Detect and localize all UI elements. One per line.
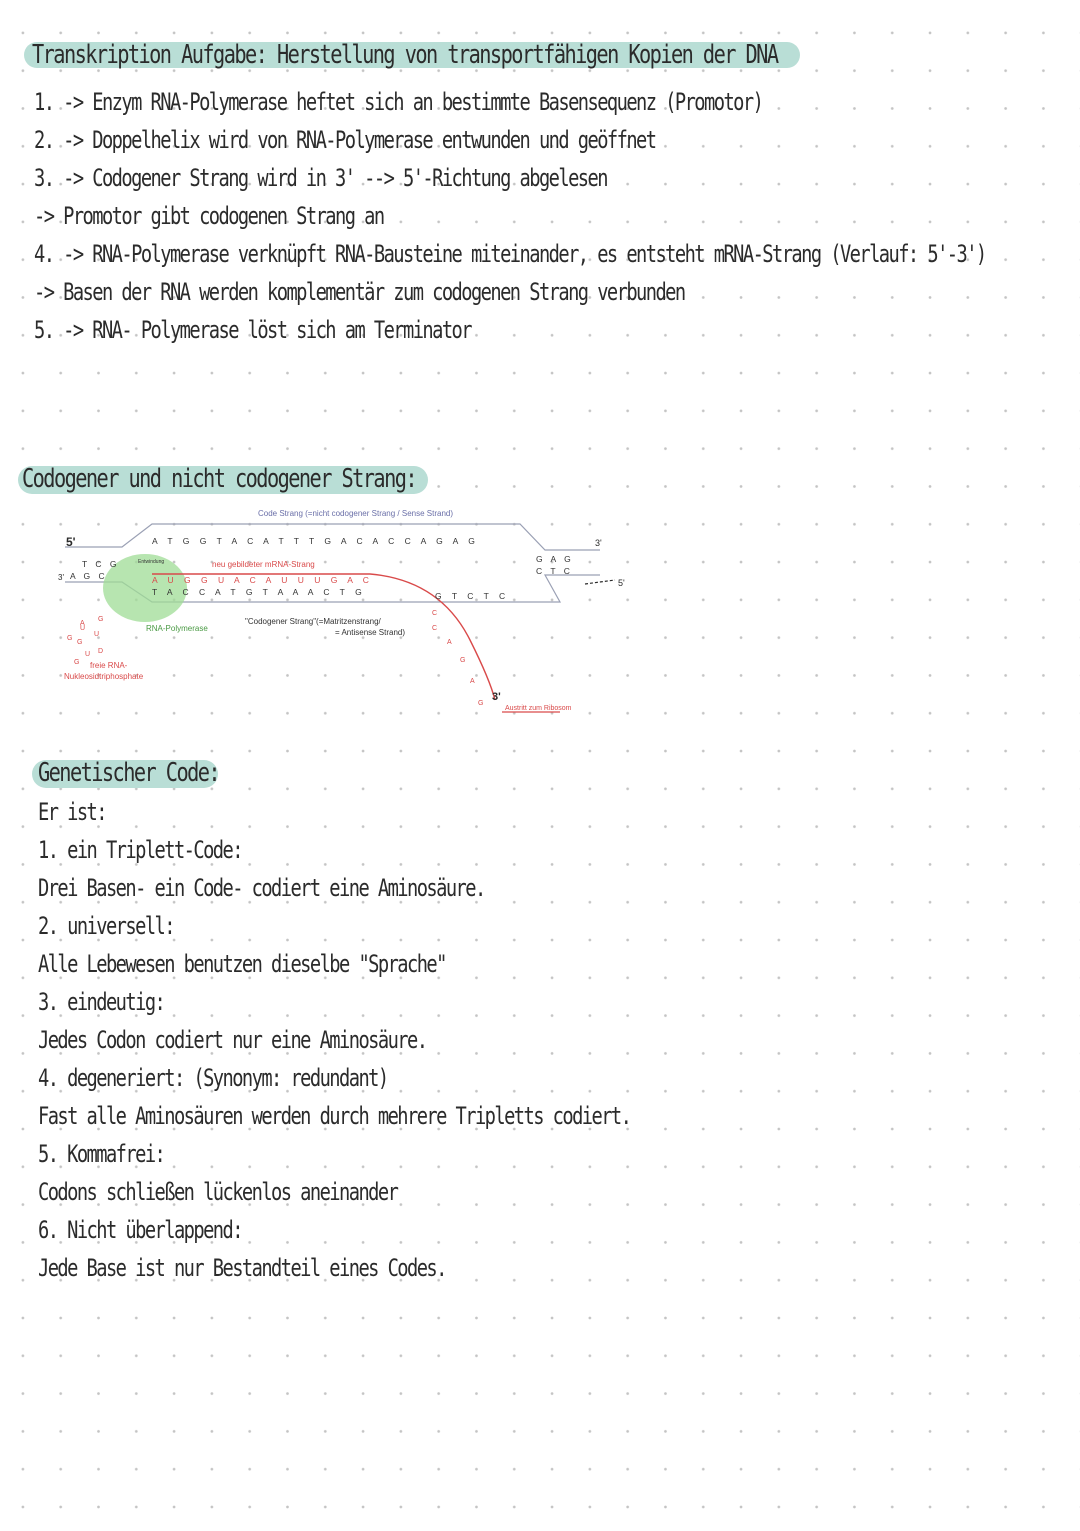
free-base: G <box>77 639 83 646</box>
right-bottom-bases: C T C <box>536 566 573 576</box>
polymerase-label: RNA-Polymerase <box>146 624 208 633</box>
right-arrow <box>585 580 615 584</box>
prime-3-left: 3' <box>58 573 64 582</box>
transcription-step: 1. -> Enzym RNA-Polymerase heftet sich an bestimmte Basensequenz (Promotor) <box>34 88 763 116</box>
code-line: 2. universell: <box>38 912 174 940</box>
code-line: Alle Lebewesen benutzen dieselbe "Sprache" <box>38 950 446 978</box>
prime-5-left: 5' <box>66 535 76 549</box>
left-bottom-bases: A G C <box>70 571 108 581</box>
transcription-step: -> Basen der RNA werden komplementär zum codogenen Strang verbunden <box>34 278 685 306</box>
transcription-step: 2. -> Doppelhelix wird von RNA-Polymerase entwunden und geöffnet <box>34 126 656 154</box>
code-line: Codons schließen lückenlos aneinander <box>38 1178 398 1206</box>
code-line: 6. Nicht überlappend: <box>38 1216 242 1244</box>
code-line: Drei Basen- ein Code- codiert eine Aminosäure. <box>38 874 485 902</box>
exit-label: Austritt zum Ribosom <box>505 705 572 712</box>
free-base: D <box>98 648 104 655</box>
mrna-sequence: A U G G U A C A U U U G A C <box>152 575 373 585</box>
free-base: G <box>67 635 73 642</box>
free-rna-label-2: Nukleosidtriphosphate <box>64 672 144 681</box>
code-line: 4. degeneriert: (Synonym: redundant) <box>38 1064 388 1092</box>
free-base: A <box>80 620 85 627</box>
codogen-label-2: = Antisense Strand) <box>335 628 406 637</box>
codogen-label-1: "Codogener Strang"(=Matritzenstrang/ <box>245 617 381 626</box>
right-top-bases: G A G <box>536 554 574 564</box>
transcription-step: 5. -> RNA- Polymerase löst sich am Terminator <box>34 316 471 344</box>
free-rna-label-1: freie RNA- <box>90 661 128 670</box>
code-line: Er ist: <box>38 798 106 826</box>
left-top-bases: T C G <box>82 559 120 569</box>
transcription-step: -> Promotor gibt codogenen Strang an <box>34 202 384 230</box>
code-line: Fast alle Aminosäuren werden durch mehrere Tripletts codiert. <box>38 1102 631 1130</box>
tail-base: A <box>447 639 452 646</box>
tail-base: C <box>432 610 438 617</box>
top-sequence: A T G G T A C A T T T G A C A C C A G A G <box>152 536 479 546</box>
prime-3-right: 3' <box>595 538 602 548</box>
transcription-step: 4. -> RNA-Polymerase verknüpft RNA-Bausteine miteinander, es entsteht mRNA-Strang (Verlauf: 5'-3') <box>34 240 986 268</box>
code-line: Jede Base ist nur Bestandteil eines Codes. <box>38 1254 446 1282</box>
tail-base: C <box>432 625 438 632</box>
entwindung-label: Entwindung <box>138 559 165 565</box>
tail-base: G <box>460 657 466 664</box>
code-line: Jedes Codon codiert nur eine Aminosäure. <box>38 1026 427 1054</box>
section2-heading: Codogener und nicht codogener Strang: <box>22 464 417 494</box>
transcription-step: 3. -> Codogener Strang wird in 3' --> 5'-Richtung abgelesen <box>34 164 607 192</box>
section3-heading: Genetischer Code: <box>38 758 220 788</box>
top-strand-label: Code Strang (=nicht codogener Strang / Sense Strand) <box>258 509 454 518</box>
code-line: 3. eindeutig: <box>38 988 165 1016</box>
free-base: G <box>74 659 80 666</box>
mrna-label: neu gebildeter mRNA-Strang <box>212 560 315 569</box>
transcription-diagram <box>40 500 680 725</box>
bottom-sequence: T A C C A T G T A A A C T G <box>152 587 366 597</box>
section1-heading: Transkription Aufgabe: Herstellung von transportfähigen Kopien der DNA <box>32 40 778 70</box>
code-line: 1. ein Triplett-Code: <box>38 836 242 864</box>
free-base: U <box>80 625 86 632</box>
prime-3-bottom: 3' <box>492 691 501 703</box>
tail-base: A <box>470 678 475 685</box>
free-base: U <box>94 631 100 638</box>
code-line: 5. Kommafrei: <box>38 1140 165 1168</box>
bottom-sequence-2: G T C T C <box>435 591 510 601</box>
free-base: G <box>98 616 104 623</box>
free-base: U <box>85 651 91 658</box>
prime-5-right: 5' <box>618 578 625 588</box>
tail-base: G <box>478 700 484 707</box>
